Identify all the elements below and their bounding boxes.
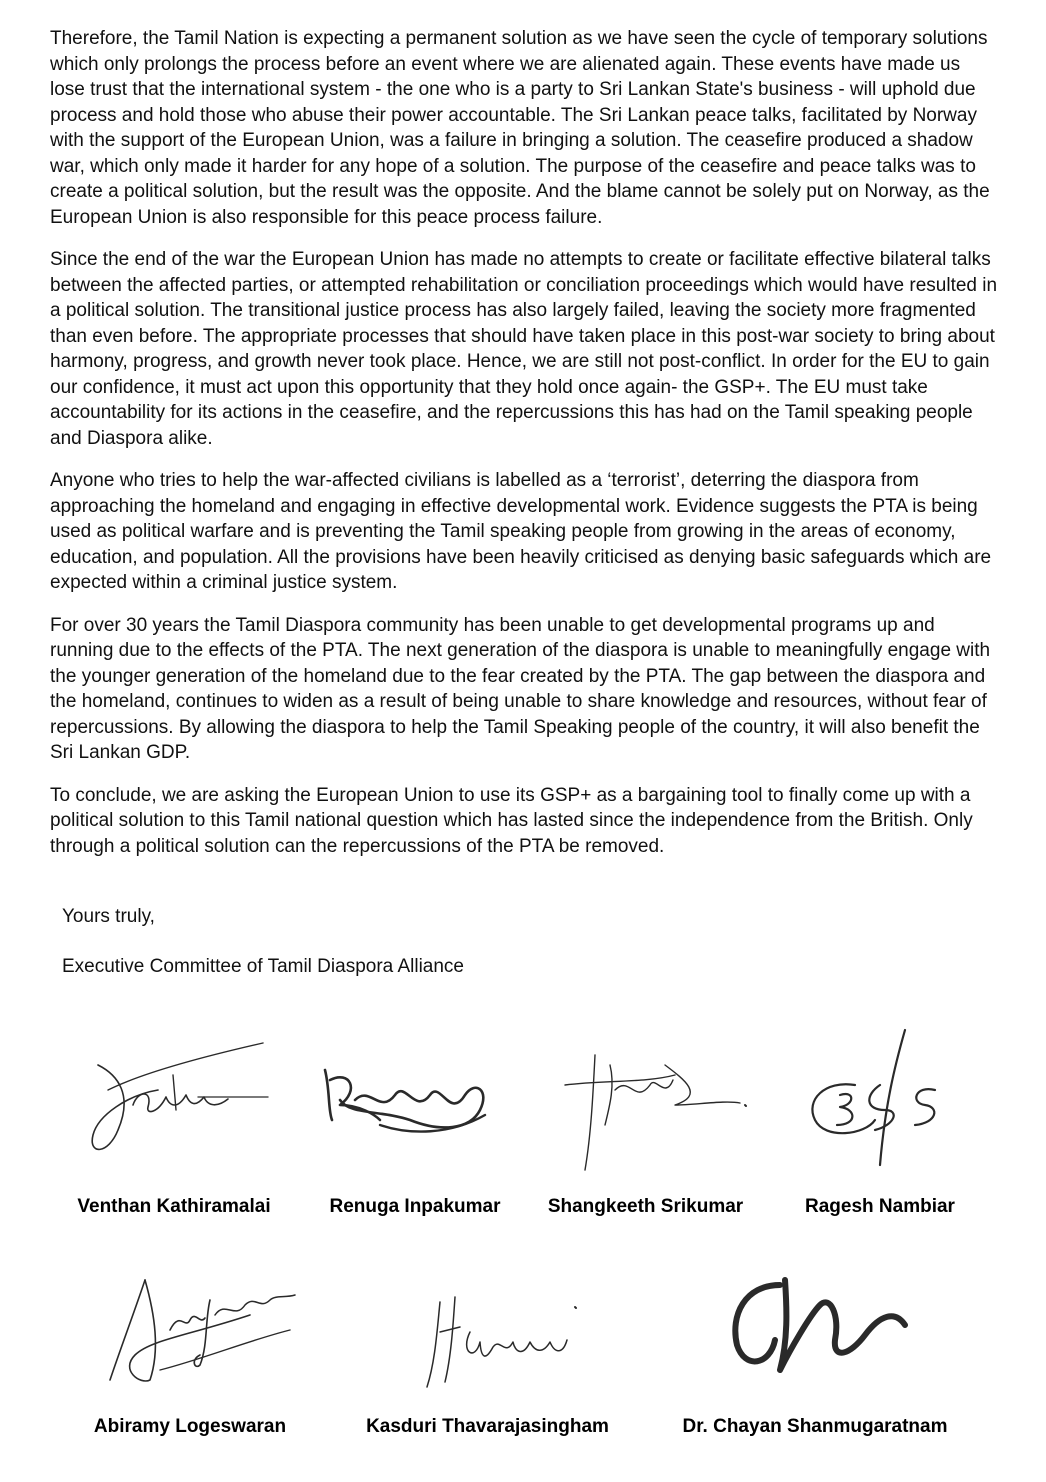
signatory-name: Abiramy Logeswaran bbox=[93, 1416, 287, 1437]
signature-venthan-kathiramalai bbox=[78, 1035, 278, 1165]
signature-kasduri-thavarajasingham bbox=[415, 1292, 585, 1392]
committee-line: Executive Committee of Tamil Diaspora Alliance bbox=[62, 956, 464, 977]
signatory-name: Venthan Kathiramalai bbox=[77, 1196, 271, 1217]
signatory-name: Renuga Inpakumar bbox=[329, 1196, 501, 1217]
signature-shangkeeth-srikumar bbox=[555, 1045, 755, 1175]
signatory-name: Kasduri Thavarajasingham bbox=[366, 1416, 609, 1437]
paragraph-1: Therefore, the Tamil Nation is expecting a permanent solution as we have seen the cycle of temporary solutions which only prolongs the process before an event where we are alienated again. These events have made us lose trust that the international system - the one who is a party to Sri Lankan State's business - will uphold due process and hold those who abuse their power accountable. The Sri Lankan peace talks, facilitated by Norway with the support of the European Union, was a failure in bringing a solution. The ceasefire produced a shadow war, which only made it harder for any hope of a solution. The purpose of the ceasefire and peace talks was to create a political solution, but the result was the opposite. And the blame cannot be solely put on Norway, as the European Union is also responsible for this peace process failure. bbox=[50, 28, 990, 228]
paragraph-4: For over 30 years the Tamil Diaspora community has been unable to get developmental programs up and running due to the effects of the PTA. The next generation of the diaspora is unable to meaningfully engage with the younger generation of the homeland due to the fear created by the PTA. The gap between the diaspora and the homeland, continues to widen as a result of being unable to share knowledge and resources, without fear of repercussions. By allowing the diaspora to help the Tamil Speaking people of the country, it will also benefit the Sri Lankan GDP. bbox=[50, 614, 991, 763]
salutation: Yours truly, bbox=[62, 906, 155, 927]
signature-chayan-shanmugaratnam bbox=[725, 1270, 915, 1390]
paragraph-5: To conclude, we are asking the European Union to use its GSP+ as a bargaining tool to finally come up with a political solution to this Tamil national question which has lasted since the independence from the British. Only through a political solution can the repercussions of the PTA be removed. bbox=[50, 784, 973, 857]
signature-renuga-inpakumar bbox=[320, 1060, 500, 1140]
signatory-name: Ragesh Nambiar bbox=[805, 1196, 955, 1217]
signatory-name: Dr. Chayan Shanmugaratnam bbox=[682, 1416, 948, 1437]
signatory-name: Shangkeeth Srikumar bbox=[547, 1196, 744, 1217]
signature-abiramy-logeswaran bbox=[100, 1270, 300, 1390]
paragraph-2: Since the end of the war the European Union has made no attempts to create or facilitate effective bilateral talks between the affected parties, or attempted rehabilitation or conciliation proceedings which would have resulted in a political solution. The transitional justice process has also largely failed, leaving the society more fragmented than even before. The appropriate processes that should have taken place in this post-war society to bring about harmony, progress, and growth never took place. Hence, we are still not post-conflict. In order for the EU to gain our confidence, it must act upon this opportunity that they hold once again- the GSP+. The EU must take accountability for its actions in the ceasefire, and the repercussions this has had on the Tamil speaking people and Diaspora alike. bbox=[50, 249, 998, 449]
signature-ragesh-nambiar bbox=[795, 1025, 945, 1175]
letter-body bbox=[50, 26, 1000, 876]
paragraph-3: Anyone who tries to help the war-affected civilians is labelled as a ‘terrorist’, deterring the diaspora from approaching the homeland and engaging in effective developmental work. Evidence suggests the PTA is being used as political warfare and is preventing the Tamil speaking people from growing in the areas of economy, education, and population. All the provisions have been heavily criticised as denying basic safeguards which are expected within a criminal justice system. bbox=[50, 470, 992, 593]
